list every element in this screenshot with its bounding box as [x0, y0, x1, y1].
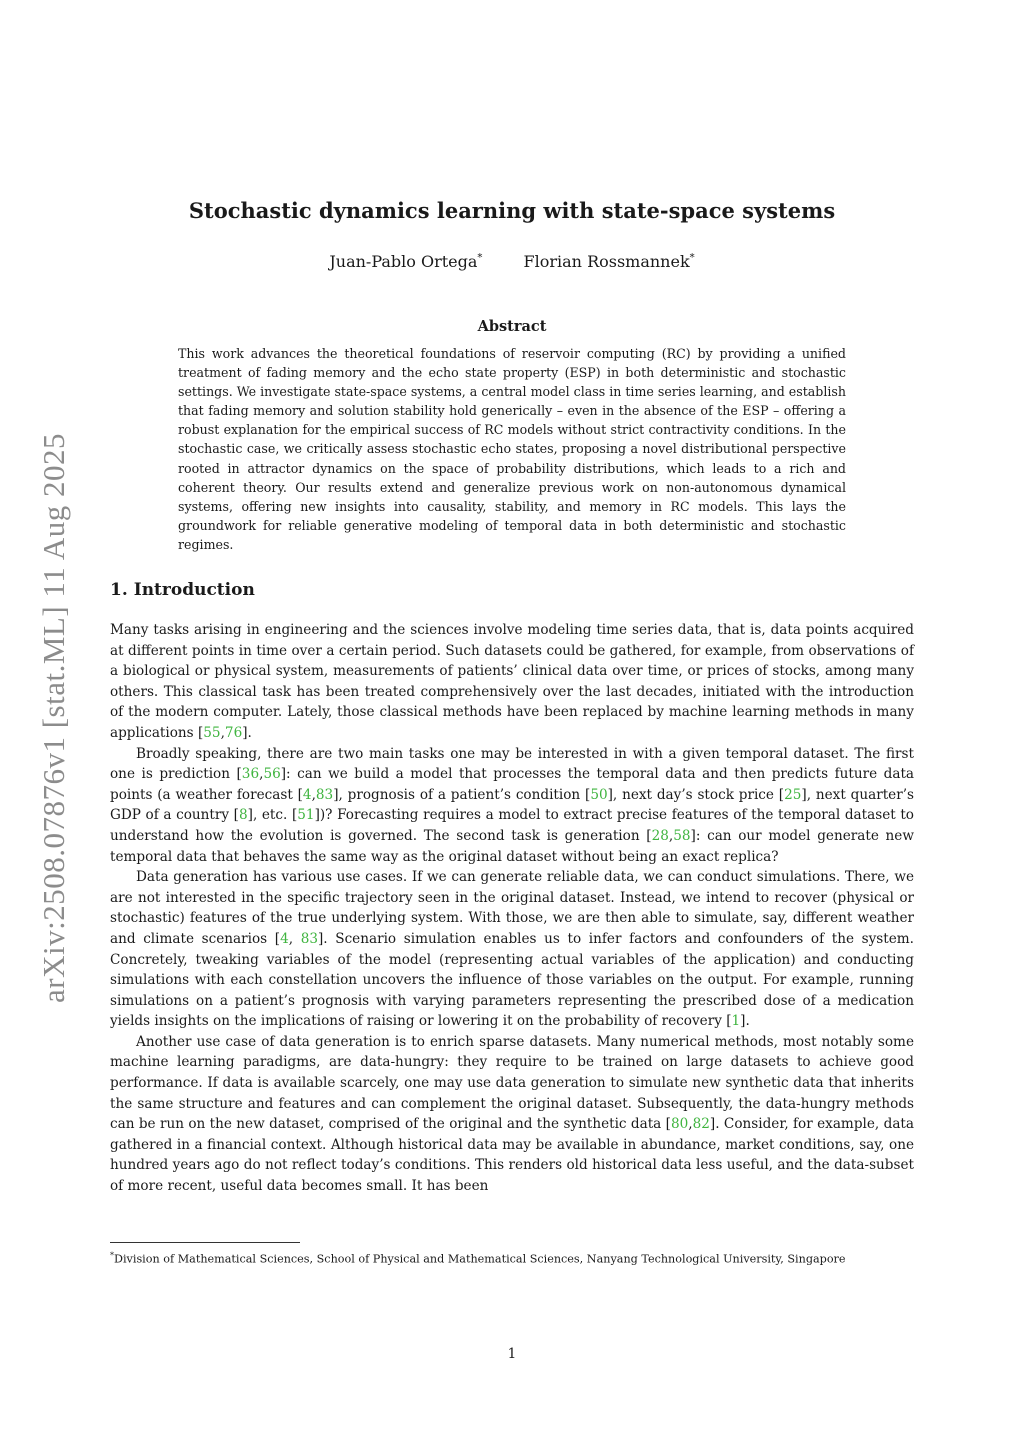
- abstract-body: This work advances the theoretical foundations of reservoir computing (RC) by providing a unified treatment of fading memory and the echo state property (ESP) in both deterministic and stochastic settings. We investigate state-space systems, a central model class in time series learning, and establish that fading memory and solution stability hold generically – even in the absence of the ESP – offering a robust explanation for the empirical success of RC models without strict contractivity conditions. In the stochastic case, we critically assess stochastic echo states, proposing a novel distributional perspective rooted in attractor dynamics on the space of probability distributions, which leads to a rich and coherent theory. Our results extend and generalize previous work on non-autonomous dynamical systems, offering new insights into causality, stability, and memory in RC models. This lays the groundwork for reliable generative modeling of temporal data in both deterministic and stochastic regimes.: [178, 346, 846, 552]
- citation-link[interactable]: 28: [651, 827, 669, 844]
- author-1: [329, 252, 482, 271]
- citation-link[interactable]: 80: [670, 1116, 689, 1133]
- author-2: [524, 252, 695, 271]
- citation-link[interactable]: 51: [297, 807, 315, 824]
- section-title: Introduction: [133, 580, 255, 600]
- abstract-heading: Abstract: [477, 318, 547, 335]
- section-number: 1.: [110, 580, 128, 600]
- author-1-affiliation-mark: *: [477, 252, 483, 264]
- citation-link[interactable]: 1: [731, 1013, 741, 1030]
- citation-link[interactable]: 55: [203, 724, 221, 741]
- citation-link[interactable]: 83: [315, 786, 334, 803]
- author-list: [110, 252, 914, 271]
- author-2-name: Florian Rossmannek: [523, 252, 690, 271]
- citation-link[interactable]: 83: [300, 930, 318, 947]
- citation-link[interactable]: 56: [263, 766, 281, 783]
- paragraph-2: Broadly speaking, there are two main tasks one may be interested in with a given temporal dataset. The first one is prediction [36,56]: can we build a model that processes the temporal data and then predicts future data points (a weather forecast [4,83], prognosis of a patient’s condition [50], next day’s stock price [25], next quarter’s GDP of a country [8], etc. [51])? Forecasting requires a model to extract precise features of the temporal dataset to understand how the evolution is governed. The second task is generation [28,58]: can our model generate new temporal data that behaves the same way as the original dataset without being an exact replica?: [110, 745, 915, 865]
- author-1-name: Juan-Pablo Ortega: [329, 252, 478, 271]
- paragraph-3: Data generation has various use cases. If we can generate reliable data, we can conduct simulations. There, we are not interested in the specific trajectory seen in the original dataset. Instead, we intend to recover (physical or stochastic) features of the true underlying system. With those, we are then able to simulate, say, different weather and climate scenarios [4, 83]. Scenario simulation enables us to infer factors and confounders of the system. Concretely, tweaking variables of the model (representing actual variables of the application) and conducting simulations with each constellation uncovers the influence of those variables on the output. For example, running simulations on a patient’s prognosis with varying parameters representing the prescribed dose of a medication yields insights on the implications of raising or lowering it on the probability of recovery [1].: [110, 869, 914, 1030]
- introduction-body: [110, 620, 914, 1197]
- paragraph-1: Many tasks arising in engineering and the sciences involve modeling time series data, that is, data points acquired at different points in time over a certain period. Such datasets could be gathered, for example, from observations of a biological or physical system, measurements of patients’ clinical data over time, or prices of stocks, among many others. This classical task has been treated comprehensively over the last decades, initiated with the introduction of the modern computer. Lately, those classical methods have been replaced by machine learning methods in many applications [55,76].: [110, 622, 914, 741]
- citation-link[interactable]: 4: [302, 786, 312, 803]
- arxiv-identifier-stamp: [34, 408, 74, 1028]
- footnote-mark: *: [110, 1251, 114, 1260]
- page-number: 1: [507, 1346, 517, 1362]
- citation-link[interactable]: 76: [224, 724, 243, 741]
- author-2-affiliation-mark: *: [689, 252, 695, 264]
- citation-link[interactable]: 50: [590, 786, 608, 803]
- paper-title: Stochastic dynamics learning with state-space systems: [188, 198, 836, 223]
- footnote-text: Division of Mathematical Sciences, School of Physical and Mathematical Sciences, Nanyang Technological University, Singapore: [114, 1252, 846, 1266]
- citation-link[interactable]: 58: [673, 827, 691, 844]
- citation-link[interactable]: 36: [241, 766, 260, 783]
- citation-link[interactable]: 4: [280, 930, 289, 947]
- citation-link[interactable]: 82: [692, 1116, 710, 1133]
- footnote: [110, 1248, 914, 1268]
- citation-link[interactable]: 8: [238, 807, 248, 824]
- citation-link[interactable]: 25: [784, 786, 802, 803]
- section-heading: [110, 580, 255, 600]
- arxiv-identifier-text: arXiv:2508.07876v1 [stat.ML] 11 Aug 2025: [36, 433, 72, 1003]
- footnote-divider: [110, 1242, 300, 1243]
- paragraph-4: Another use case of data generation is to enrich sparse datasets. Many numerical methods, most notably some machine learning paradigms, are data-hungry: they require to be trained on large datasets to achieve good performance. If data is available scarcely, one may use data generation to simulate new synthetic data that inherits the same structure and features and can complement the original dataset. Subsequently, the data-hungry methods can be run on the new dataset, comprised of the original and the synthetic data [80,82]. Consider, for example, data gathered in a financial context. Although historical data may be available in abundance, market conditions, say, one hundred years ago do not reflect today’s conditions. This renders old historical data less useful, and the data-subset of more recent, useful data becomes small. It has been: [110, 1033, 914, 1195]
